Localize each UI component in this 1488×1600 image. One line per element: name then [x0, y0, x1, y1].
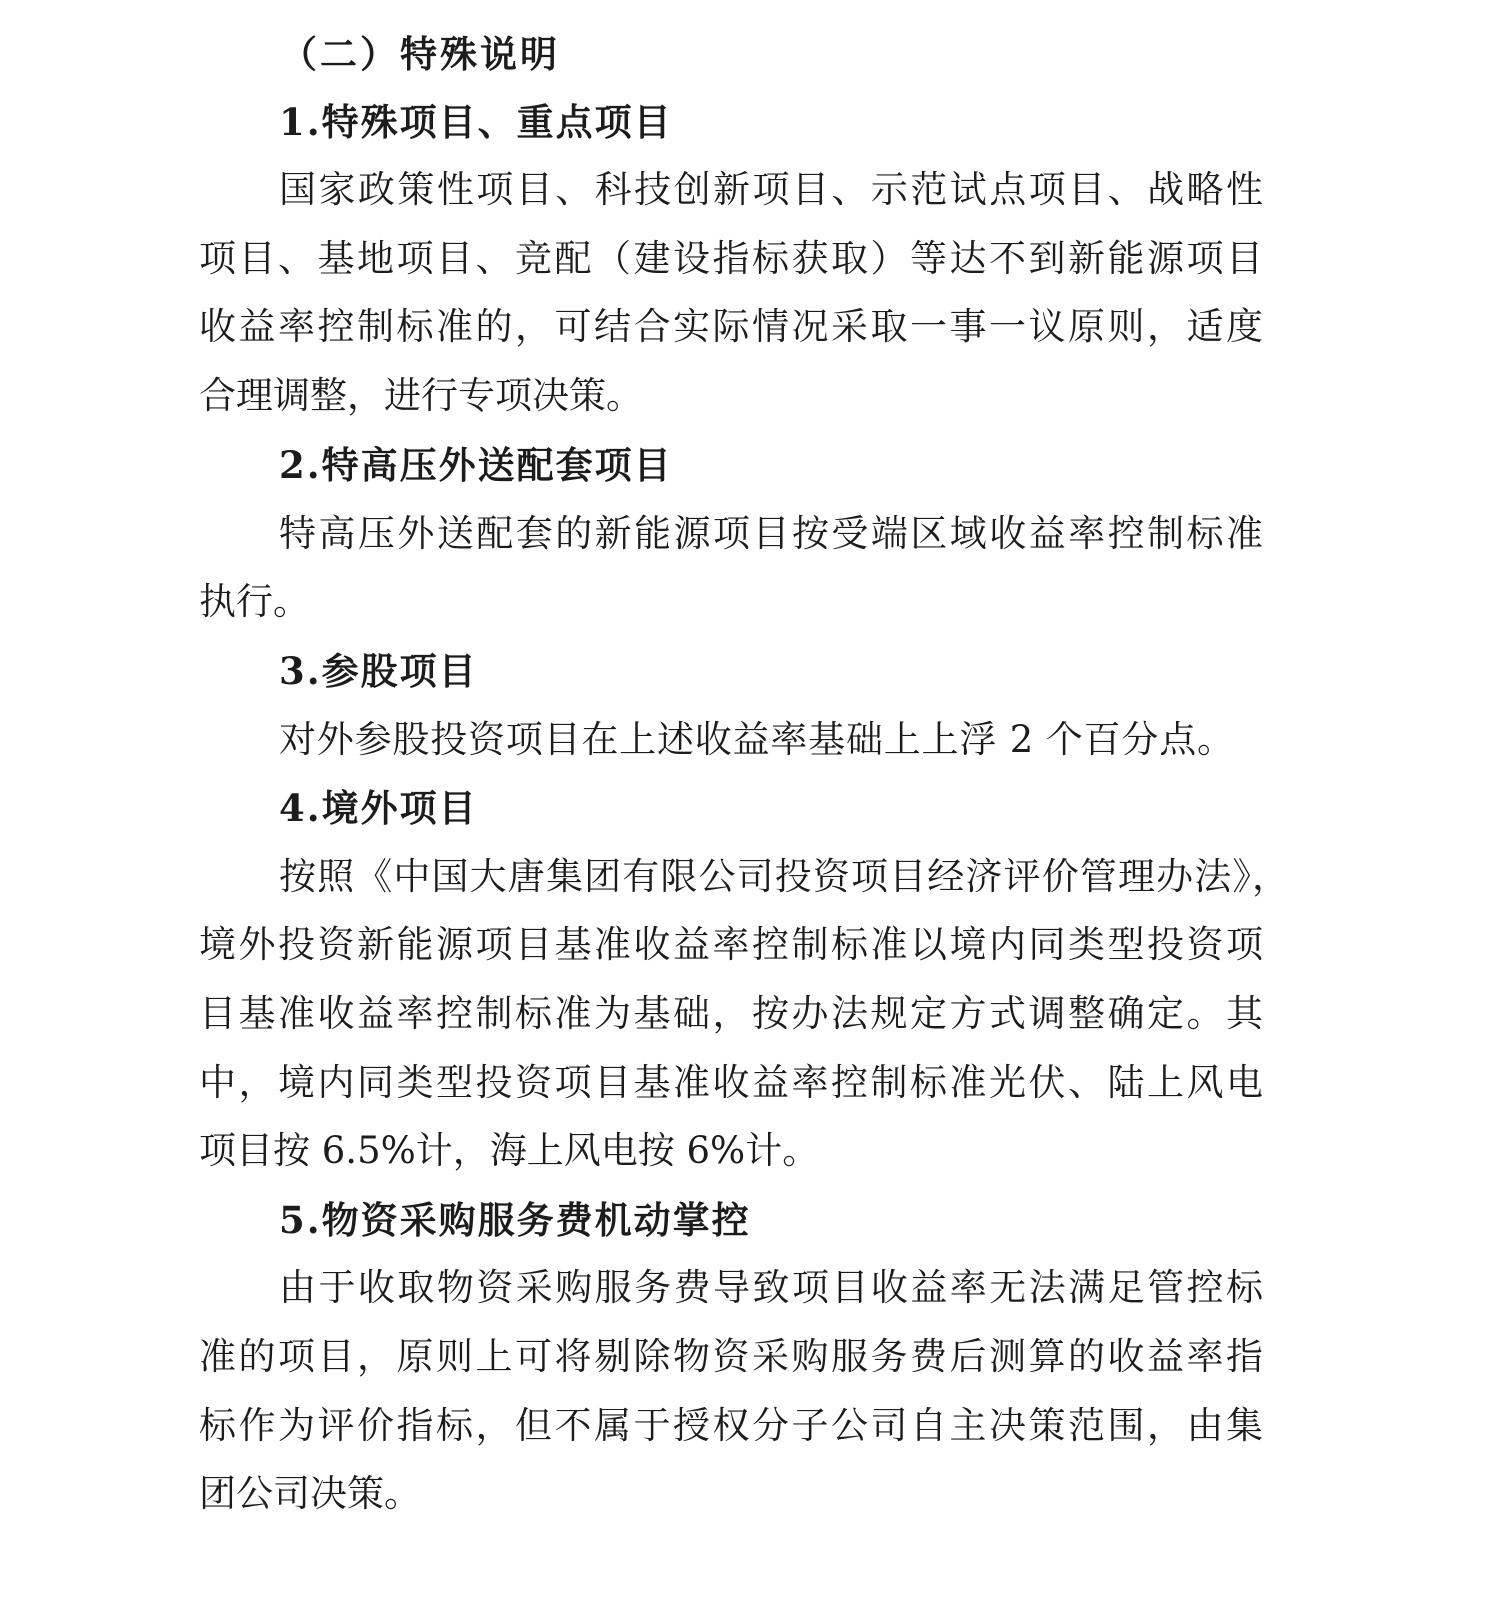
item-4-paragraph-line-4: 中，境内同类型投资项目基准收益率控制标准光伏、陆上风电 [199, 1061, 1263, 1104]
item-2-paragraph-line-1: 特高压外送配套的新能源项目按受端区域收益率控制标准 [279, 512, 1263, 555]
item-4-heading: 4.境外项目 [279, 786, 478, 830]
item-1-paragraph-line-3: 收益率控制标准的，可结合实际情况采取一事一议原则，适度 [199, 305, 1263, 348]
item-3-paragraph-line-1: 对外参股投资项目在上述收益率基础上上浮 2 个百分点。 [279, 718, 1234, 761]
item-1-paragraph-line-1: 国家政策性项目、科技创新项目、示范试点项目、战略性 [279, 168, 1263, 211]
item-4-paragraph-line-2: 境外投资新能源项目基准收益率控制标准以境内同类型投资项 [199, 923, 1263, 966]
item-3-heading: 3.参股项目 [279, 649, 478, 693]
item-5-paragraph-line-4: 团公司决策。 [199, 1472, 421, 1515]
item-5-heading: 5.物资采购服务费机动掌控 [279, 1198, 751, 1242]
item-2-heading: 2.特高压外送配套项目 [279, 443, 673, 487]
item-4-paragraph-line-5: 项目按 6.5%计，海上风电按 6%计。 [199, 1129, 820, 1172]
section-title: （二）特殊说明 [280, 32, 560, 76]
item-4-paragraph-line-1: 按照《中国大唐集团有限公司投资项目经济评价管理办法》， [279, 855, 1289, 898]
item-2-paragraph-line-2: 执行。 [199, 580, 310, 623]
item-1-paragraph-line-4: 合理调整，进行专项决策。 [199, 374, 643, 417]
item-1-paragraph-line-2: 项目、基地项目、竞配（建设指标获取）等达不到新能源项目 [199, 237, 1263, 280]
item-5-paragraph-line-3: 标作为评价指标，但不属于授权分子公司自主决策范围，由集 [199, 1404, 1263, 1447]
item-4-paragraph-line-3: 目基准收益率控制标准为基础，按办法规定方式调整确定。其 [199, 992, 1263, 1035]
item-5-paragraph-line-1: 由于收取物资采购服务费导致项目收益率无法满足管控标 [279, 1266, 1263, 1309]
item-1-heading: 1.特殊项目、重点项目 [279, 100, 673, 144]
item-5-paragraph-line-2: 准的项目，原则上可将剔除物资采购服务费后测算的收益率指 [199, 1335, 1263, 1378]
